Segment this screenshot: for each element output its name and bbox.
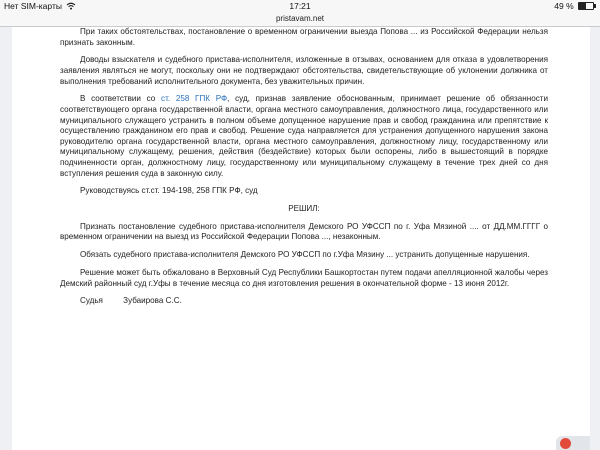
- judge-signature: Судья Зубаирова С.С.: [80, 296, 182, 306]
- law-article-link[interactable]: ст. 258 ГПК РФ: [161, 94, 228, 104]
- battery-icon: [578, 2, 594, 10]
- battery-percent: 49 %: [554, 1, 574, 11]
- paragraph-1: При таких обстоятельствах, постановление о временном ограничении выезда Попова ... из Российской Федерации нельзя признать законным.: [60, 27, 548, 47]
- paragraph-5: Признать постановление судебного пристава-исполнителя Демского РО УФССП по г. Уфа Мязиной .... от ДД.ММ.ГГГГ о временном ограничении на выезд из Российской Федерации Попова ..., незаконным.: [60, 221, 548, 242]
- clock: 17:21: [289, 1, 311, 11]
- widget-logo-icon[interactable]: [560, 438, 571, 449]
- paragraph-3-start: В соответствии со: [80, 94, 162, 104]
- battery-status: [554, 1, 594, 11]
- paragraph-4: Руководствуясь ст.ст. 194-198, 258 ГПК РФ, суд: [80, 186, 258, 196]
- floating-widget[interactable]: [556, 436, 590, 450]
- status-bar: [0, 0, 600, 13]
- paragraph-2: Доводы взыскателя и судебного пристава-исполнителя, изложенные в отзывах, основанием для отказа в удовлетворения заявления являться не могут, поскольку они не подтверждают обстоятельства, свидетельствующие об уклонении должника от выполнения требований исполнительного документа, без уважительных причин.: [60, 55, 548, 86]
- address-bar[interactable]: [0, 13, 600, 27]
- paragraph-3: [60, 94, 548, 179]
- url-text[interactable]: pristavam.net: [275, 14, 325, 23]
- carrier-label: Нет SIM-карты: [4, 1, 62, 11]
- paragraph-7: Решение может быть обжаловано в Верховный Суд Республики Башкортостан путем подачи апелляционной жалобы через Демский районный суд г.Уфы в течение месяца со дня изготовления решения в окончательной форме - 13 июня 2012г.: [60, 268, 548, 288]
- web-page: [12, 27, 590, 450]
- decided-heading: РЕШИЛ:: [288, 204, 320, 214]
- paragraph-3-rest: , суд, признав заявление обоснованным, принимает решение об обязанности соответствующего органа государственной власти, органа местного самоуправления, должностного лица, государственного или муниципального служащего устранить в полном объеме допущенное нарушение прав и свобод гражданина или препятствие к осуществлению гражданином его прав и свобод. Решение суда направляется для устранения допущенного нарушения закона руководителю органа государственной власти, органа местного самоуправления, должностному лицу, государственному или муниципальному служащему, решения, действия (бездействие) которых были оспорены, либо в вышестоящий в порядке подчиненности орган, должностному лицу, государственному или муниципальному служащему в течение трех дней со дня вступления решения суда в законную силу.: [60, 94, 548, 178]
- paragraph-6: Обязать судебного пристава-исполнителя Демского РО УФССП по г.Уфа Мязину ... устранить допущенные нарушения.: [80, 250, 530, 260]
- court-decision-text: [60, 27, 548, 314]
